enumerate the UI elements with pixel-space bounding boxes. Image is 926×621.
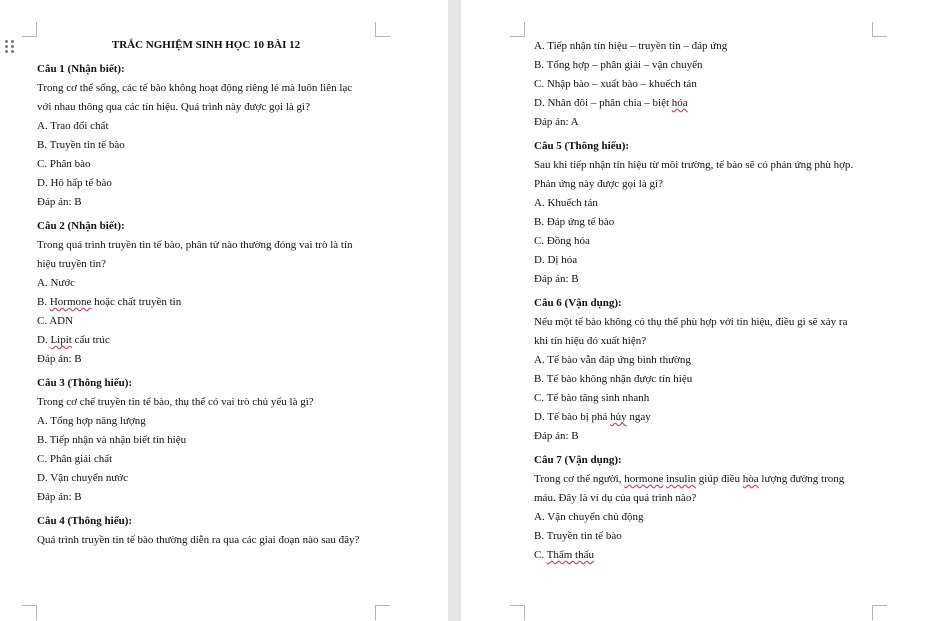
document-title: TRẮC NGHIỆM SINH HỌC 10 BÀI 12 [111, 39, 301, 51]
question-heading: Câu 7 (Vận dụng): [534, 454, 622, 466]
question-heading: Câu 5 (Thông hiểu): [534, 140, 630, 152]
answer-key: Đáp án: B [37, 196, 82, 208]
spellcheck-flagged-word[interactable]: insulin [666, 473, 697, 485]
answer-option: C. Nhập bào – xuất bào – khuếch tán [534, 78, 697, 90]
question-heading: Câu 6 (Vận dụng): [534, 297, 622, 309]
answer-option: D. Dị hóa [534, 254, 578, 266]
margin-corner-mark [872, 22, 887, 37]
answer-option: A. Tiếp nhận tín hiệu – truyền tin – đáp ứng [534, 40, 728, 52]
spellcheck-flagged-word[interactable]: hóa [671, 97, 688, 109]
question-text: máu. Đây là ví dụ của quá trình nào? [534, 492, 697, 504]
question-text: khi tín hiệu đó xuất hiện? [534, 335, 647, 347]
answer-option: D. Hô hấp tế bào [37, 177, 112, 189]
answer-option: C. Tế bào tăng sinh nhanh [534, 392, 650, 404]
margin-corner-mark [22, 605, 37, 620]
question-heading: Câu 2 (Nhận biết): [37, 220, 125, 232]
answer-option: A. Tế bào vẫn đáp ứng bình thường [534, 354, 691, 366]
spellcheck-flagged-word[interactable]: hormone [624, 473, 664, 485]
move-handle-icon[interactable] [5, 40, 14, 53]
question-text: với nhau thông qua các tín hiệu. Quá trình này được gọi là gì? [37, 101, 310, 113]
answer-option: B. Truyền tin tế bào [534, 530, 622, 542]
page-body-right[interactable] [534, 40, 872, 562]
question-heading: Câu 3 (Thông hiểu): [37, 377, 133, 389]
margin-corner-mark [510, 605, 525, 620]
answer-option: C. Thẩm thấu [534, 549, 594, 561]
answer-option: C. Đồng hóa [534, 235, 590, 247]
margin-corner-mark [510, 22, 525, 37]
document-page-left[interactable] [0, 0, 448, 621]
question-text: Trong cơ chế truyền tin tế bào, thụ thể có vai trò chủ yếu là gì? [37, 396, 314, 408]
answer-option: A. Khuếch tán [534, 197, 598, 209]
answer-option: B. Đáp ứng tế bào [534, 216, 615, 228]
question-text: Quá trình truyền tin tế bào thường diễn ra qua các giai đoạn nào sau đây? [37, 534, 360, 546]
margin-corner-mark [375, 22, 390, 37]
answer-option: B. Tế bào không nhận được tín hiệu [534, 373, 693, 385]
question-heading: Câu 1 (Nhận biết): [37, 63, 125, 75]
answer-key: Đáp án: A [534, 116, 579, 128]
answer-key: Đáp án: B [37, 353, 82, 365]
question-text: Trong quá trình truyền tin tế bào, phân tử nào thường đóng vai trò là tín [37, 239, 353, 251]
answer-option: B. Truyền tin tế bào [37, 139, 125, 151]
answer-option: D. Vận chuyển nước [37, 472, 128, 484]
margin-corner-mark [22, 22, 37, 37]
answer-option: D. Lipit cấu trúc [37, 334, 110, 346]
answer-option: B. Tổng hợp – phân giải – vận chuyển [534, 59, 703, 71]
question-text: Phản ứng này được gọi là gì? [534, 178, 663, 190]
answer-option: C. Phân giải chất [37, 453, 113, 465]
question-text: hiệu truyền tin? [37, 258, 107, 270]
answer-option: D. Tế bào bị phá hủy ngay [534, 411, 651, 423]
answer-key: Đáp án: B [534, 430, 579, 442]
margin-corner-mark [375, 605, 390, 620]
spellcheck-flagged-word[interactable]: hủy [610, 411, 627, 423]
answer-option: A. Vận chuyển chủ động [534, 511, 644, 523]
answer-option: A. Trao đổi chất [37, 120, 109, 132]
answer-option: C. ADN [37, 315, 74, 327]
question-heading: Câu 4 (Thông hiểu): [37, 515, 133, 527]
question-text: Nếu một tế bào không có thụ thể phù hợp với tín hiệu, điều gì sẽ xảy ra [534, 316, 848, 328]
answer-option: B. Tiếp nhận và nhận biết tín hiệu [37, 434, 187, 446]
answer-key: Đáp án: B [37, 491, 82, 503]
answer-option: C. Phân bào [37, 158, 91, 170]
spellcheck-flagged-word[interactable]: Hormone [49, 296, 92, 308]
question-text: Trong cơ thể sống, các tế bào không hoạt động riêng lẻ mà luôn liên lạc [37, 82, 353, 94]
answer-option: A. Tổng hợp năng lượng [37, 415, 146, 427]
answer-option: A. Nước [37, 277, 76, 289]
page-body-left[interactable] [37, 39, 375, 547]
answer-option: B. Hormone hoặc chất truyền tin [37, 296, 182, 308]
question-text: Sau khi tiếp nhận tín hiệu từ môi trường, tế bào sẽ có phản ứng phù hợp. [534, 159, 854, 171]
margin-corner-mark [872, 605, 887, 620]
spellcheck-flagged-word[interactable]: Thẩm thấu [546, 549, 594, 561]
document-page-right[interactable] [461, 0, 926, 621]
answer-key: Đáp án: B [534, 273, 579, 285]
spellcheck-flagged-word[interactable]: hòa [742, 473, 759, 485]
question-text: Trong cơ thể người, hormone insulin giúp điều hòa lượng đường trong [534, 473, 845, 485]
answer-option: D. Nhân đôi – phân chia – biệt hóa [534, 97, 688, 109]
spellcheck-flagged-word[interactable]: Lipit [50, 334, 72, 346]
